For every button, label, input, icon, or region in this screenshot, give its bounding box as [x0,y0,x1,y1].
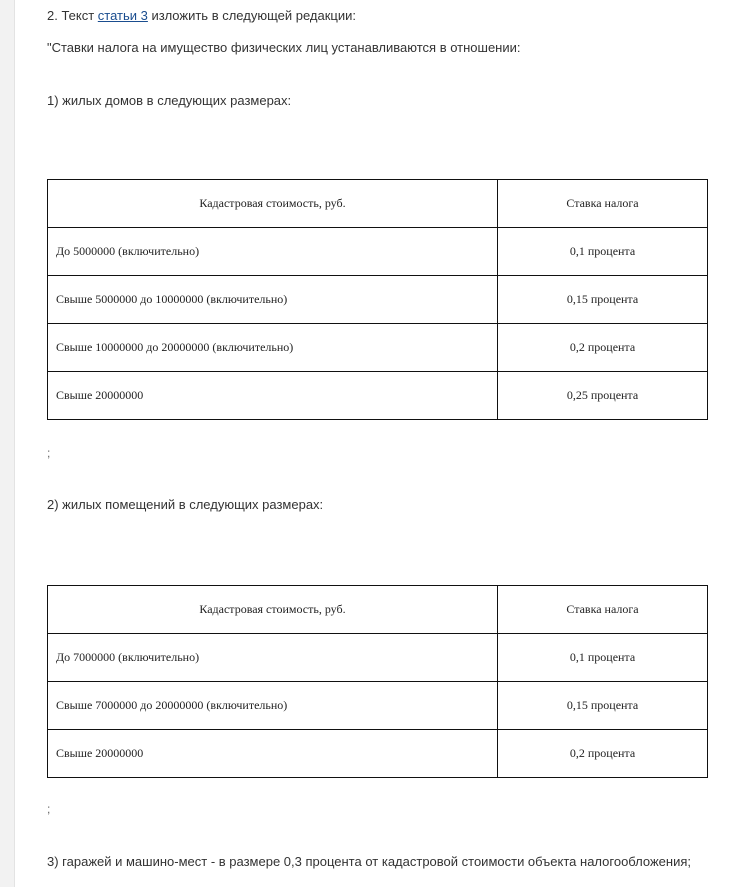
table-row [48,372,708,420]
column-header-tax-rate: Ставка налога [498,586,708,634]
tax-rate-cell: 0,15 процента [498,276,708,324]
cadastral-range-cell: Свыше 5000000 до 10000000 (включительно) [48,276,498,324]
cadastral-range-cell: Свыше 20000000 [48,730,498,778]
tax-rate-cell: 0,1 процента [498,634,708,682]
cadastral-range-cell: До 7000000 (включительно) [48,634,498,682]
tax-rate-cell: 0,15 процента [498,682,708,730]
table-row [48,634,708,682]
section1-semicolon: ; [47,446,51,460]
section2-semicolon: ; [47,802,51,816]
table-header-row [48,586,708,634]
cadastral-range-cell: Свыше 20000000 [48,372,498,420]
column-header-cadastral-value: Кадастровая стоимость, руб. [48,586,498,634]
article-3-link[interactable]: статьи 3 [97,8,148,23]
table-header-row [48,180,708,228]
cadastral-range-cell: Свыше 7000000 до 20000000 (включительно) [48,682,498,730]
cadastral-range-cell: До 5000000 (включительно) [48,228,498,276]
tax-rate-cell: 0,25 процента [498,372,708,420]
intro-prefix: 2. Текст [47,8,98,23]
tax-rate-cell: 0,2 процента [498,730,708,778]
lead-paragraph: "Ставки налога на имущество физических лиц устанавливаются в отношении: [47,40,521,55]
cadastral-range-cell: Свыше 10000000 до 20000000 (включительно) [48,324,498,372]
intro-paragraph [47,8,356,24]
table-row [48,682,708,730]
section3-paragraph: 3) гаражей и машино-мест - в размере 0,3 процента от кадастровой стоимости объекта налогообложения; [47,854,692,869]
tax-rate-cell: 0,1 процента [498,228,708,276]
column-header-tax-rate: Ставка налога [498,180,708,228]
table-row [48,324,708,372]
section2-heading: 2) жилых помещений в следующих размерах: [47,497,324,512]
houses-rate-table [47,179,708,420]
tax-rate-cell: 0,2 процента [498,324,708,372]
apartments-rate-table [47,585,708,778]
table-row [48,228,708,276]
intro-suffix: изложить в следующей редакции: [147,8,356,23]
table-row [48,730,708,778]
table-row [48,276,708,324]
column-header-cadastral-value: Кадастровая стоимость, руб. [48,180,498,228]
document-page [14,0,738,887]
section1-heading: 1) жилых домов в следующих размерах: [47,93,292,108]
